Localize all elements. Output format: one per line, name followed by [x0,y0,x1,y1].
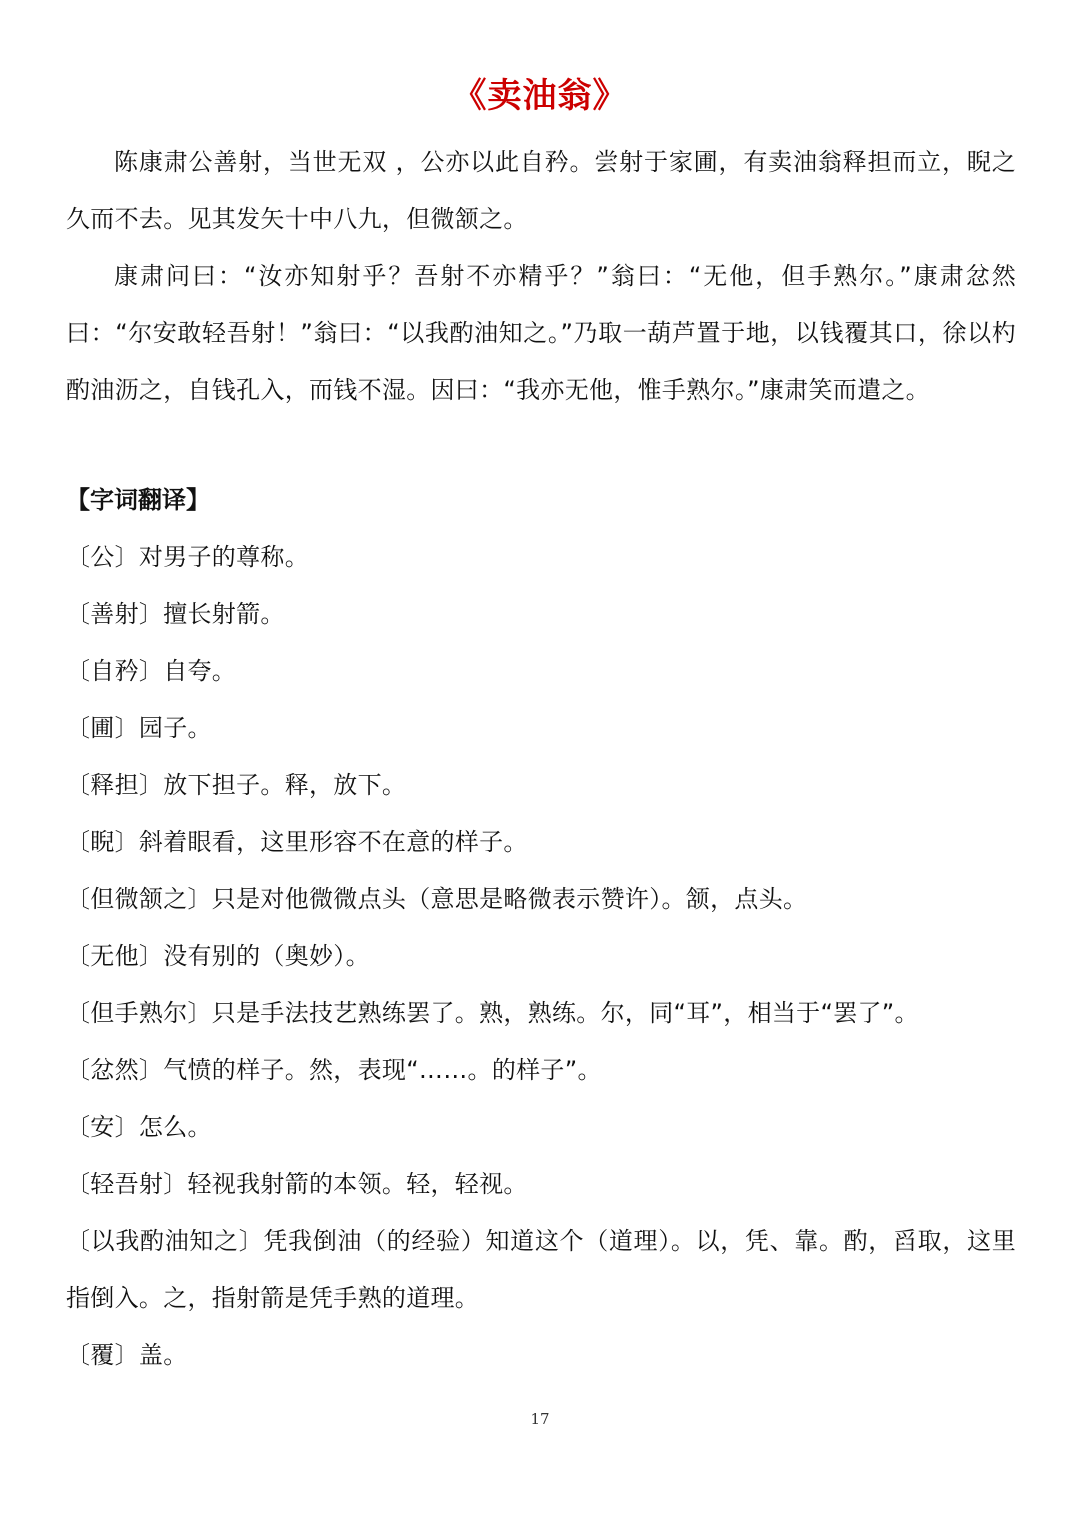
vocab-item: 〔善射〕擅长射箭。 [66,600,285,628]
vocab-item: 〔以我酌油知之〕凭我倒油（的经验）知道这个（道理）。以，凭、靠。酌，舀取，这里指倒入。之，指射箭是凭手熟的道理。 [66,1227,1016,1312]
vocab-item: 〔忿然〕气愤的样子。然，表现“……。的样子”。 [66,1056,602,1084]
classical-passage [66,134,1016,419]
vocab-item: 〔无他〕没有别的（奥妙）。 [66,942,370,970]
page-number: 17 [530,1410,550,1428]
page-title: 《卖油翁》 [452,76,628,116]
vocabulary-section [66,472,1016,1384]
vocab-item: 〔释担〕放下担子。释，放下。 [66,771,407,799]
passage-paragraph-1: 陈康肃公善射，当世无双 ，公亦以此自矜。尝射于家圃，有卖油翁释担而立，睨之久而不去。见其发矢十中八九，但微颔之。 [66,148,1016,233]
vocab-item: 〔轻吾射〕轻视我射箭的本领。轻，轻视。 [66,1170,528,1198]
vocab-item: 〔睨〕斜着眼看，这里形容不在意的样子。 [66,828,528,856]
vocab-item: 〔圃〕园子。 [66,714,212,742]
passage-paragraph-2: 康肃问曰：“汝亦知射乎？吾射不亦精乎？”翁曰：“无他，但手熟尔。”康肃忿然曰：“尔安敢轻吾射！”翁曰：“以我酌油知之。”乃取一葫芦置于地，以钱覆其口，徐以杓酌油沥之，自钱孔入，而钱不湿。因曰：“我亦无他，惟手熟尔。”康肃笑而遣之。 [66,262,1016,404]
vocab-item: 〔公〕对男子的尊称。 [66,543,309,571]
vocab-item: 〔自矜〕自夸。 [66,657,237,685]
vocab-item: 〔但微颔之〕只是对他微微点头（意思是略微表示赞许）。颔，点头。 [66,885,808,913]
vocab-item: 〔但手熟尔〕只是手法技艺熟练罢了。熟，熟练。尔，同“耳”，相当于“罢了”。 [66,999,919,1027]
vocabulary-heading: 【字词翻译】 [66,486,210,514]
vocab-item: 〔覆〕盖。 [66,1341,188,1369]
vocabulary-list [66,529,1016,1384]
vocab-item: 〔安〕怎么。 [66,1113,212,1141]
